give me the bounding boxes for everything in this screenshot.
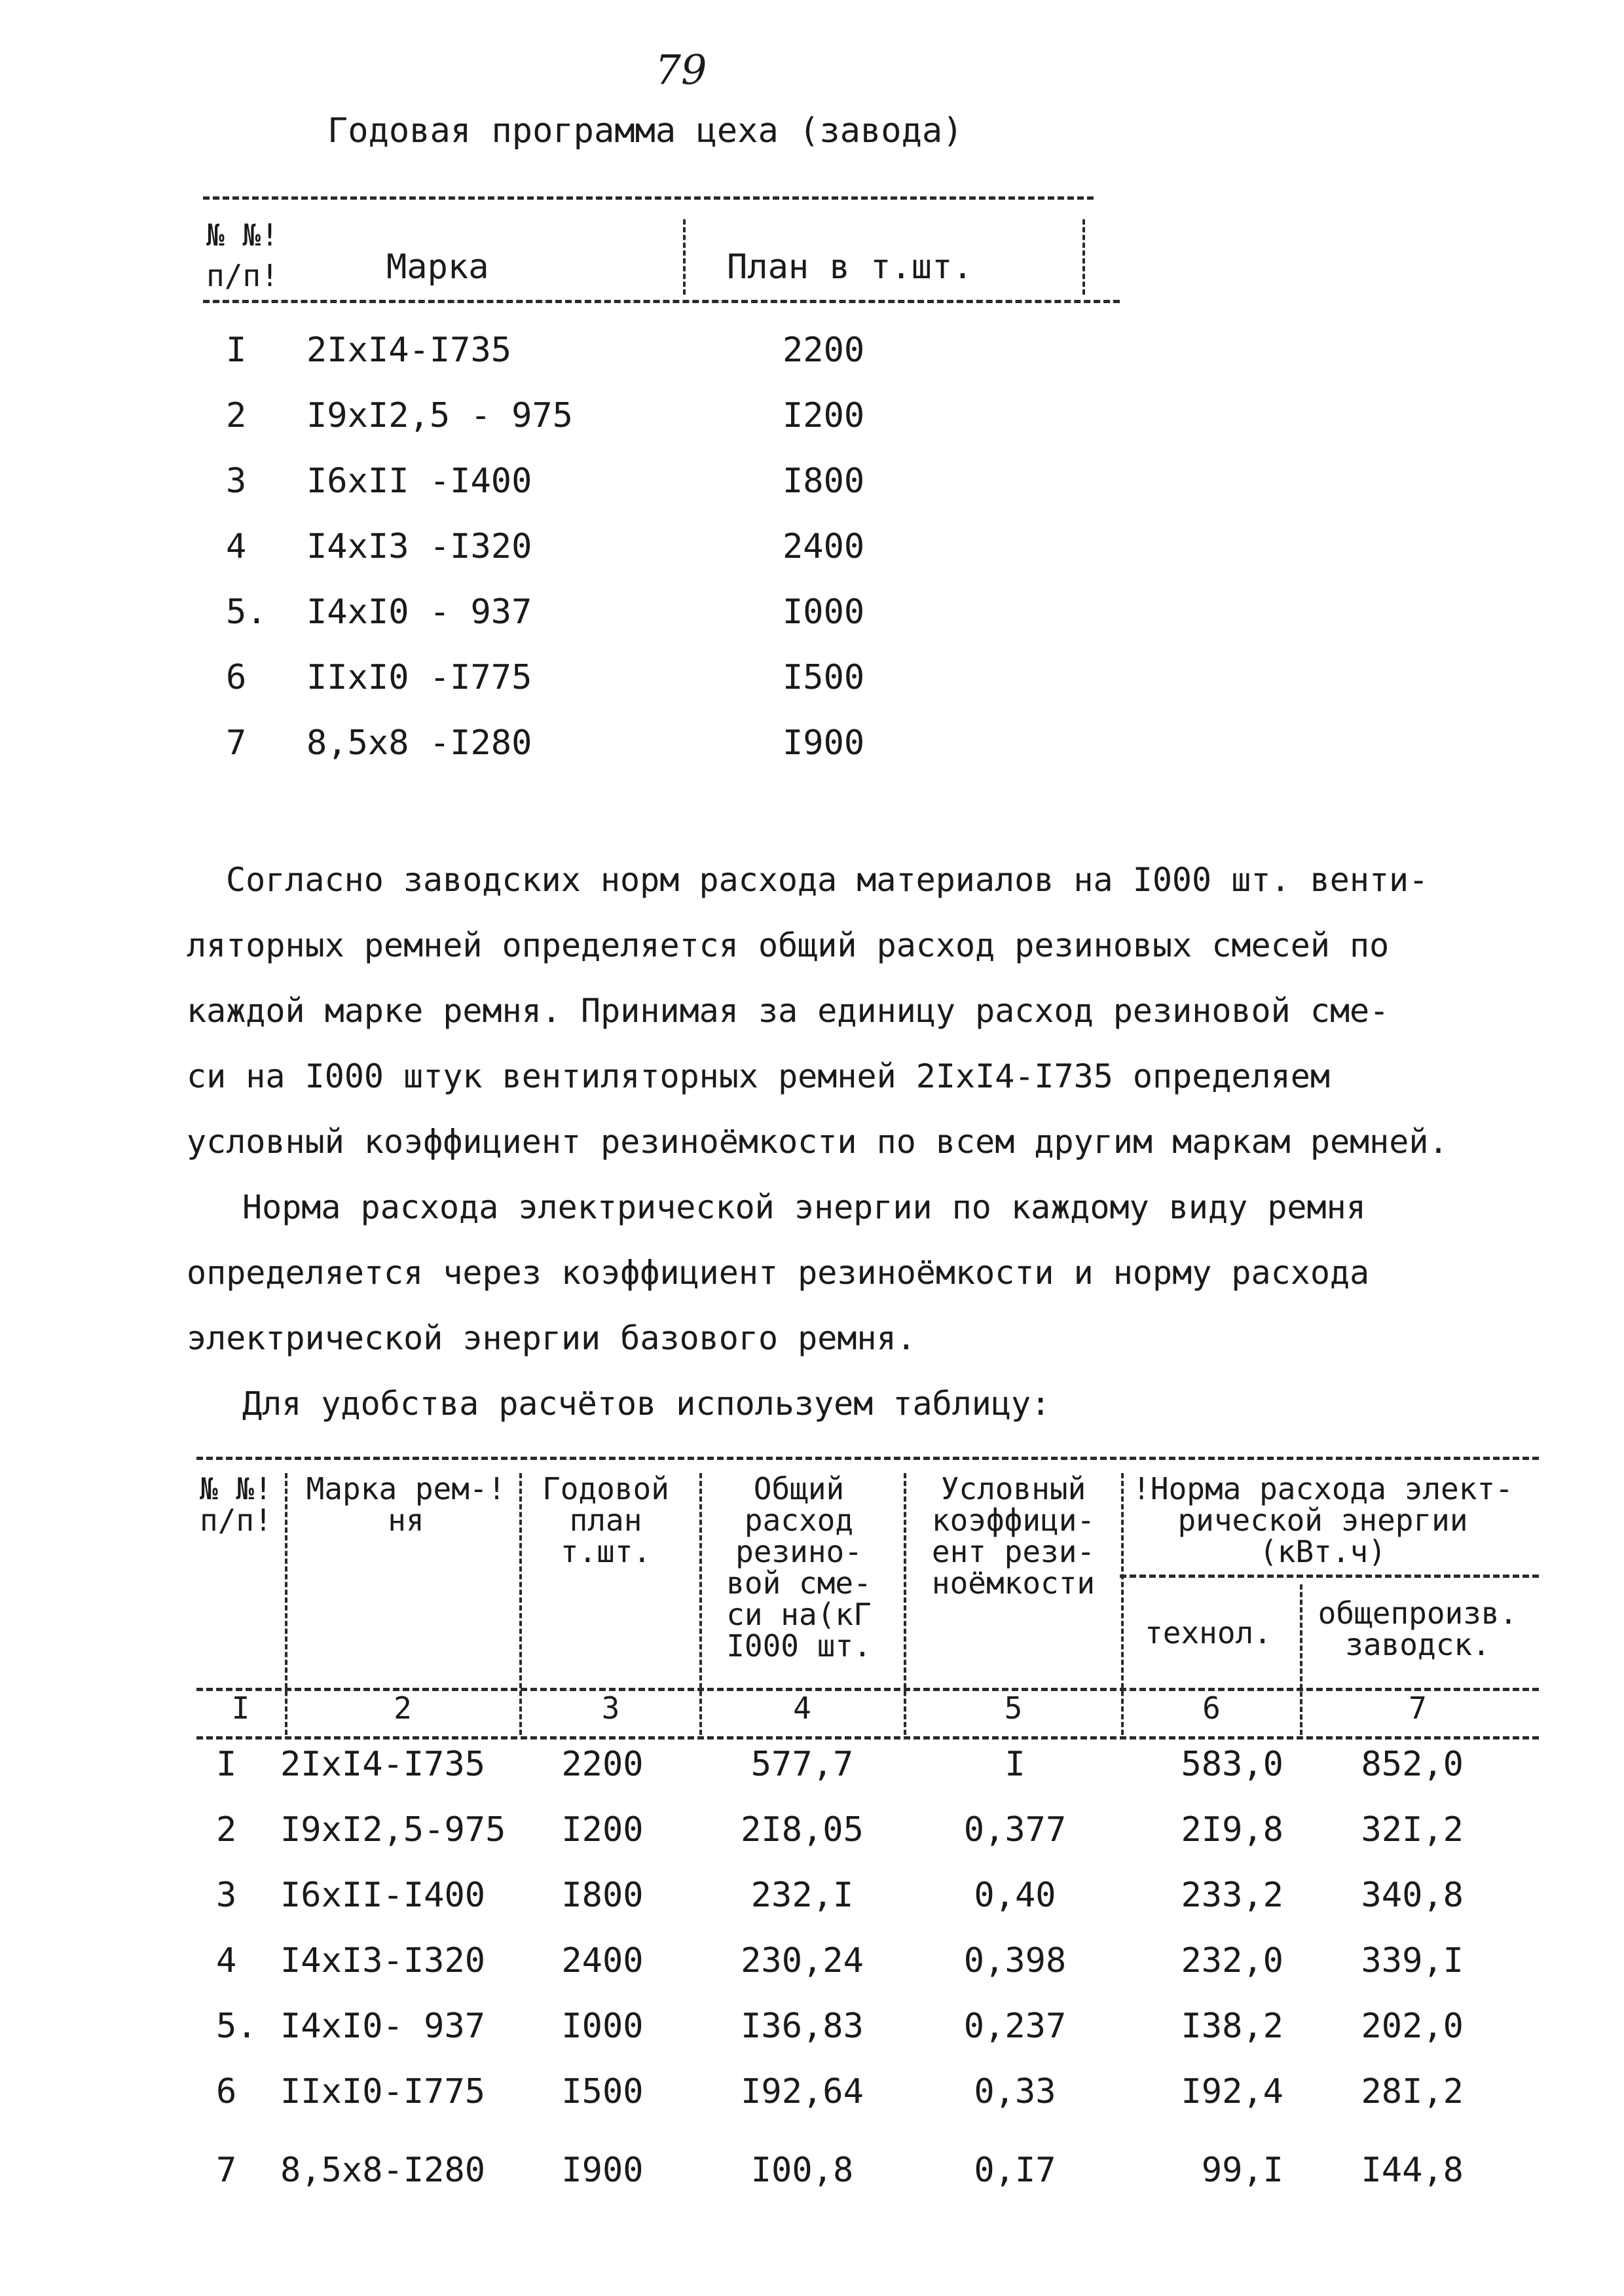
- row-mark: IIxI0 -I775: [306, 658, 532, 697]
- paragraph-line: условный коэффициент резиноёмкости по всем другим маркам ремней.: [187, 1123, 1449, 1161]
- table-2-energy-rule: [1120, 1575, 1539, 1578]
- table-2-header-coefficient: Условный коэффици- ент рези- ноёмкости: [931, 1471, 1096, 1601]
- paragraph-line: Согласно заводских норм расхода материалов на I000 шт. венти-: [226, 861, 1429, 899]
- table-2-column-number: 6: [1202, 1690, 1221, 1726]
- row-tech-energy: 2I9,8: [1181, 1810, 1283, 1850]
- row-plan: I000: [561, 2007, 644, 2046]
- row-mark: I4xI0- 937: [280, 2007, 486, 2046]
- table-2-header-plan: Годовой план т.шт.: [542, 1471, 669, 1569]
- table-2-top-rule: [196, 1457, 1539, 1460]
- row-plan: 2200: [783, 331, 865, 370]
- table-2-header-general: общепроизв. заводск.: [1318, 1595, 1518, 1662]
- row-plan: I900: [783, 723, 865, 763]
- row-plan: I800: [561, 1876, 644, 1915]
- row-mark: I6xII-I400: [280, 1876, 486, 1915]
- table-1-header-plan: План в т.шт.: [727, 247, 973, 287]
- row-mark: 8,5x8 -I280: [306, 723, 532, 763]
- row-number: I: [216, 1745, 237, 1784]
- row-plan: 2200: [561, 1745, 644, 1784]
- table-2-header-tech: технол.: [1145, 1615, 1272, 1650]
- row-consumption: 230,24: [741, 1941, 864, 1980]
- row-plan: 2400: [561, 1941, 644, 1980]
- table-1-divider: [683, 219, 686, 295]
- paragraph-line: си на I000 штук вентиляторных ремней 2IxI4-I735 определяем: [187, 1057, 1330, 1095]
- row-general-energy: 28I,2: [1361, 2072, 1464, 2111]
- table-2-column-number: 5: [1004, 1690, 1023, 1726]
- table-2-divider: [519, 1473, 522, 1735]
- row-coefficient: 0,I7: [974, 2151, 1056, 2190]
- table-2-column-number: I: [231, 1690, 250, 1726]
- row-plan: I500: [561, 2072, 644, 2111]
- row-coefficient: I: [1005, 1745, 1025, 1784]
- row-number: 6: [216, 2072, 237, 2111]
- row-mark: I4xI3 -I320: [306, 527, 532, 566]
- row-coefficient: 0,40: [974, 1876, 1056, 1915]
- table-2-divider: [1300, 1584, 1302, 1735]
- table-2-header-no: № №! п/п!: [200, 1471, 272, 1538]
- row-mark: 2IxI4-I735: [306, 331, 512, 370]
- row-plan: I500: [783, 658, 865, 697]
- table-2-column-number: 4: [793, 1690, 811, 1726]
- row-mark: 2IxI4-I735: [280, 1745, 486, 1784]
- row-consumption: 2I8,05: [741, 1810, 864, 1850]
- paragraph-line: Для удобства расчётов используем таблицу:: [242, 1385, 1051, 1423]
- table-2-column-number: 3: [601, 1690, 620, 1726]
- row-general-energy: 202,0: [1361, 2007, 1464, 2046]
- row-coefficient: 0,377: [963, 1810, 1067, 1850]
- row-plan: I200: [561, 1810, 644, 1850]
- row-tech-energy: 233,2: [1181, 1876, 1283, 1915]
- row-consumption: 577,7: [750, 1745, 854, 1784]
- row-tech-energy: I38,2: [1181, 2007, 1283, 2046]
- table-2-column-number: 7: [1409, 1690, 1427, 1726]
- row-number: 5.: [216, 2007, 257, 2046]
- table-1-header-rule: [203, 300, 1120, 303]
- paragraph-line: определяется через коэффициент резиноёмкости и норму расхода: [187, 1254, 1370, 1292]
- paragraph-line: ляторных ремней определяется общий расход резиновых смесей по: [187, 926, 1390, 964]
- row-consumption: I00,8: [750, 2151, 854, 2190]
- row-number: 2: [226, 396, 247, 435]
- row-mark: I6xII -I400: [306, 462, 532, 501]
- page-title: Годовая программа цеха (завода): [327, 111, 963, 151]
- row-mark: I4xI0 - 937: [306, 592, 532, 632]
- row-number: 4: [226, 527, 247, 566]
- row-number: 4: [216, 1941, 237, 1980]
- table-2-column-number: 2: [394, 1690, 412, 1726]
- row-general-energy: 32I,2: [1361, 1810, 1464, 1850]
- row-tech-energy: 232,0: [1181, 1941, 1283, 1980]
- page-number: 79: [655, 46, 707, 94]
- row-tech-energy: 583,0: [1181, 1745, 1283, 1784]
- row-general-energy: I44,8: [1361, 2151, 1464, 2190]
- row-coefficient: 0,398: [963, 1941, 1067, 1980]
- row-coefficient: 0,237: [963, 2007, 1067, 2046]
- row-number: 5.: [226, 592, 267, 632]
- row-consumption: 232,I: [750, 1876, 854, 1915]
- row-plan: 2400: [783, 527, 865, 566]
- table-1-header-no: № №! п/п!: [206, 217, 279, 293]
- row-tech-energy: 99,I: [1201, 2151, 1283, 2190]
- row-number: 3: [216, 1876, 237, 1915]
- table-2-header-energy: !Норма расхода элект- рической энергии (кВт.ч): [1132, 1471, 1513, 1569]
- row-number: 6: [226, 658, 247, 697]
- row-mark: I9xI2,5 - 975: [306, 396, 573, 435]
- row-mark: 8,5x8-I280: [280, 2151, 486, 2190]
- table-1-top-rule: [203, 196, 1094, 200]
- row-consumption: I92,64: [741, 2072, 864, 2111]
- table-1-header-mark: Марка: [386, 247, 489, 287]
- row-mark: I9xI2,5-975: [280, 1810, 506, 1850]
- row-number: I: [226, 331, 247, 370]
- row-plan: I000: [783, 592, 865, 632]
- row-number: 3: [226, 462, 247, 501]
- row-mark: I4xI3-I320: [280, 1941, 486, 1980]
- row-number: 7: [226, 723, 247, 763]
- table-2-header-rule: [196, 1736, 1539, 1740]
- row-plan: I800: [783, 462, 865, 501]
- row-number: 2: [216, 1810, 237, 1850]
- table-1-divider: [1082, 219, 1085, 295]
- table-2-divider: [904, 1473, 906, 1735]
- row-general-energy: 340,8: [1361, 1876, 1464, 1915]
- row-mark: IIxI0-I775: [280, 2072, 486, 2111]
- table-2-header-mark: Марка рем-! ня: [306, 1471, 506, 1538]
- paragraph-line: электрической энергии базового ремня.: [187, 1319, 916, 1357]
- table-2-header-consumption: Общий расход резино- вой сме- си на(кГ I000 шт.: [726, 1471, 872, 1664]
- row-consumption: I36,83: [741, 2007, 864, 2046]
- row-coefficient: 0,33: [974, 2072, 1056, 2111]
- row-tech-energy: I92,4: [1181, 2072, 1283, 2111]
- row-number: 7: [216, 2151, 237, 2190]
- paragraph-line: Норма расхода электрической энергии по каждому виду ремня: [242, 1188, 1366, 1226]
- row-plan: I900: [561, 2151, 644, 2190]
- row-general-energy: 339,I: [1361, 1941, 1464, 1980]
- table-2-divider: [699, 1473, 702, 1735]
- table-2-divider: [285, 1473, 287, 1735]
- row-general-energy: 852,0: [1361, 1745, 1464, 1784]
- paragraph-line: каждой марке ремня. Принимая за единицу расход резиновой сме-: [187, 992, 1390, 1030]
- row-plan: I200: [783, 396, 865, 435]
